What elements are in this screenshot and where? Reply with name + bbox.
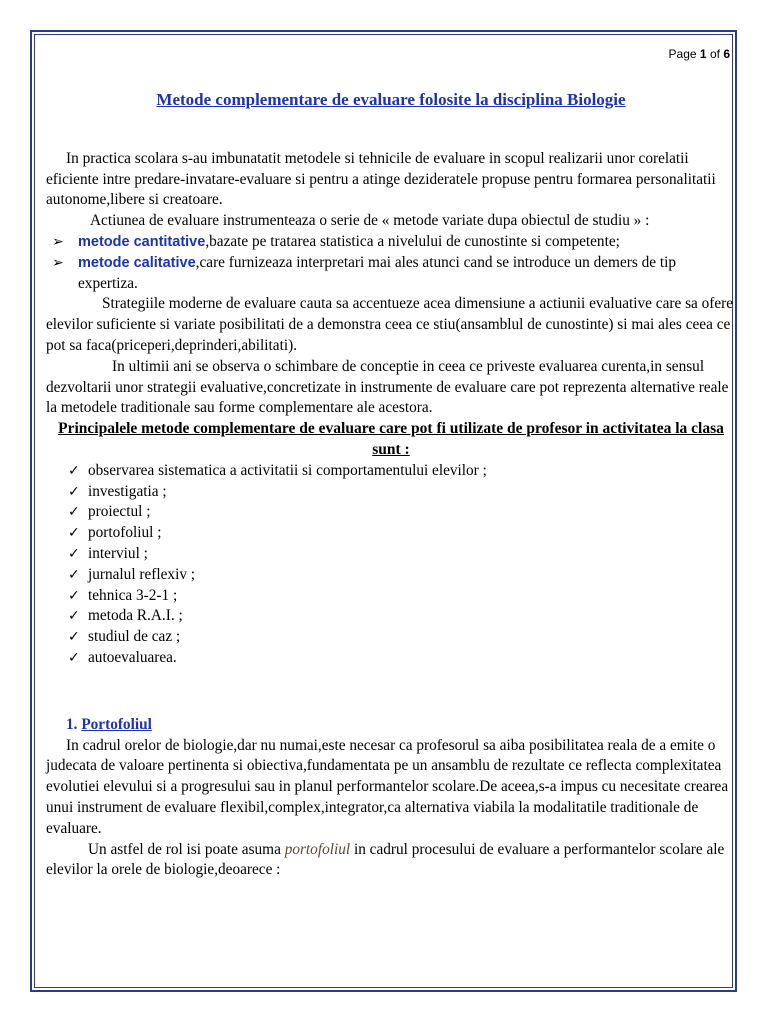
bullet-text: ,care furnizeaza interpretari mai ales atunci cand se introduce un demers de tip expertiza.: [78, 253, 677, 292]
list-item: [46, 648, 736, 669]
page-total: 6: [723, 47, 730, 61]
method-text: metoda R.A.I. ;: [88, 607, 183, 625]
method-text: investigatia ;: [88, 482, 167, 500]
page-indicator: [669, 47, 730, 61]
check-icon: ✓: [68, 587, 80, 604]
method-text: interviul ;: [88, 544, 148, 562]
emphasis-term: portofoliul: [284, 840, 351, 858]
check-icon: ✓: [68, 608, 80, 625]
paragraph-text: Un astfel de rol isi poate asuma: [88, 840, 285, 858]
paragraph-text: in cadrul procesului de evaluare a performantelor scolare ale elevilor la orele de biologie,deoarece :: [46, 840, 725, 879]
methods-heading: Principalele metode complementare de evaluare care pot fi utilizate de profesor in activitatea la clasa sunt :: [58, 420, 724, 458]
method-text: jurnalul reflexiv ;: [88, 565, 196, 583]
list-item: [46, 461, 736, 482]
check-icon: ✓: [68, 629, 80, 646]
method-text: autoevaluarea.: [88, 648, 177, 666]
list-item: [46, 627, 736, 648]
check-icon: ✓: [68, 462, 80, 479]
bullet-label: metode cantitative: [78, 233, 206, 250]
methods-list: [46, 461, 736, 669]
evaluation-types-list: [46, 232, 736, 294]
list-item: [46, 565, 736, 586]
list-item: [46, 606, 736, 627]
section-spacer: [46, 669, 736, 715]
method-text: portofoliul ;: [88, 524, 162, 542]
list-item: [46, 523, 736, 544]
document-body: [46, 90, 736, 881]
check-icon: ✓: [68, 504, 80, 521]
intro-paragraph-4: In ultimii ani se observa o schimbare de conceptie in ceea ce priveste evaluarea curenta,in sensul dezvoltarii unor strategii evaluative,concretizate in instrumente de evaluare care pot reprezenta alternative reale la metodele traditionale sau forme complementare ale acestora.: [46, 357, 729, 417]
intro-paragraph-1: In practica scolara s-au imbunatatit metodele si tehnicile de evaluare in scopul realizarii unor corelatii eficiente intre predare-invatare-evaluare si pentru a atinge dezideratele propuse pentru formarea personalitatii autonome,libere si creatoare.: [46, 149, 716, 209]
page-prefix: Page: [668, 47, 697, 61]
check-icon: ✓: [68, 545, 80, 562]
list-item: [46, 253, 736, 295]
method-text: observarea sistematica a activitatii si comportamentului elevilor ;: [88, 461, 487, 479]
intro-paragraph-3: Strategiile moderne de evaluare cauta sa accentueze acea dimensiune a actiunii evaluative care sa ofere elevilor suficiente si variate posibilitati de a demonstra ceea ce stiu(ansamblul de cunostinte) si mai ales ceea ce pot sa faca(priceperi,deprinderi,abilitati).: [46, 295, 734, 354]
list-item: [46, 586, 736, 607]
page-current: 1: [699, 47, 707, 61]
bullet-text: ,bazate pe tratarea statistica a nivelului de cunostinte si competente;: [205, 232, 620, 250]
section-number: 1.: [66, 715, 78, 733]
arrow-bullet-icon: ➢: [52, 233, 64, 250]
check-icon: ✓: [68, 525, 80, 542]
list-item: [46, 482, 736, 503]
method-text: tehnica 3-2-1 ;: [88, 586, 178, 604]
arrow-bullet-icon: ➢: [52, 254, 64, 271]
section-title-link[interactable]: Portofoliul: [81, 715, 152, 733]
section-1-paragraph-1: In cadrul orelor de biologie,dar nu numai,este necesar ca profesorul sa aiba posibilitatea reala de a emite o judecata de valoare pertinenta si obiectiva,fundamentata pe un ansamblu de rezultate ce reflecta complexitatea evolutiei elevului si a progresului sau in planul performantelor scolare.De aceea,s-a impus cu necesitate crearea unui instrument de evaluare flexibil,complex,integrator,ca alternativa viabila la modalitatile traditionale de evaluare.: [46, 736, 729, 837]
method-text: proiectul ;: [88, 503, 151, 521]
check-icon: ✓: [68, 649, 80, 666]
intro-paragraph-2: Actiunea de evaluare instrumenteaza o serie de « metode variate dupa obiectul de studiu » :: [90, 212, 650, 230]
method-text: studiul de caz ;: [88, 628, 181, 646]
bullet-label: metode calitative: [78, 254, 196, 271]
section-1-heading: [46, 715, 736, 736]
section-1-paragraph-2: [46, 840, 736, 882]
check-icon: ✓: [68, 483, 80, 500]
page-of: of: [709, 47, 720, 61]
list-item: [46, 232, 736, 253]
document-title[interactable]: Metode complementare de evaluare folosite la disciplina Biologie: [156, 90, 626, 109]
list-item: [46, 544, 736, 565]
list-item: [46, 502, 736, 523]
check-icon: ✓: [68, 566, 80, 583]
